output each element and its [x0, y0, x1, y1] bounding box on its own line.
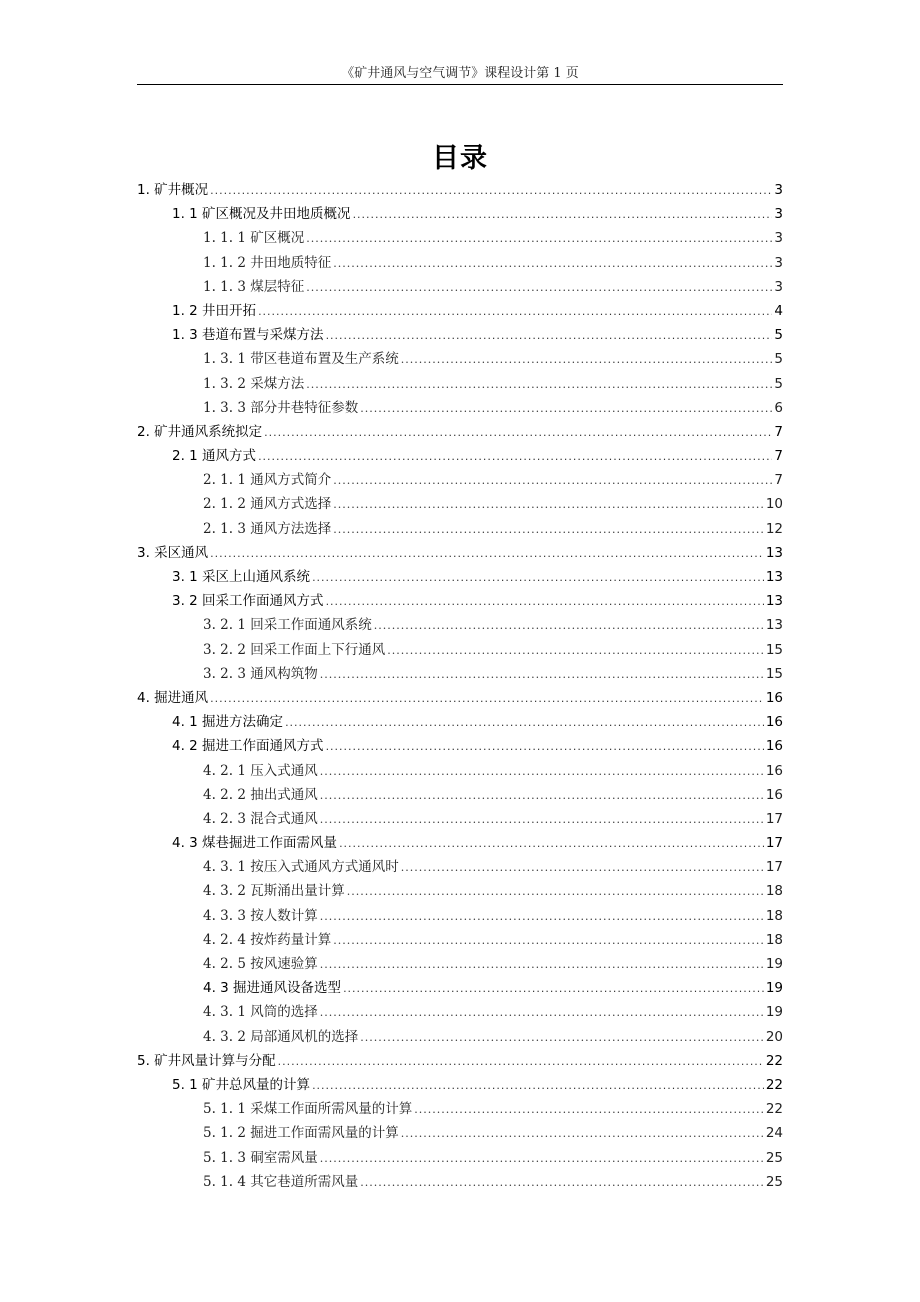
toc-entry-label: 4. 2. 5 按风速验算	[203, 956, 318, 972]
toc-entry-label: 1. 2 井田开拓	[172, 302, 257, 319]
toc-entry-label: 4. 2. 3 混合式通风	[203, 810, 318, 827]
toc-entry-label: 1. 1. 3 煤层特征	[203, 278, 305, 295]
header-divider	[137, 84, 783, 85]
toc-entry-page: 10	[765, 496, 783, 513]
toc-leader-dots	[285, 716, 764, 729]
toc-entry-page: 3	[774, 278, 783, 295]
toc-entry-page: 15	[765, 641, 783, 658]
toc-entry[interactable]	[137, 734, 783, 758]
toc-entry-page: 16	[765, 714, 783, 731]
toc-entry-page: 6	[774, 399, 783, 416]
toc-leader-dots	[312, 571, 764, 584]
toc-entry-label: 4. 3. 3 按人数计算	[203, 907, 318, 924]
toc-entry-page: 16	[765, 738, 783, 755]
toc-leader-dots	[320, 789, 764, 802]
toc-leader-dots	[258, 450, 772, 463]
toc-entry[interactable]	[137, 855, 783, 879]
toc-entry-page: 13	[765, 569, 783, 585]
toc-leader-dots	[210, 547, 764, 560]
toc-entry[interactable]	[137, 952, 783, 976]
toc-entry[interactable]	[137, 976, 783, 1000]
toc-entry[interactable]	[137, 420, 783, 444]
toc-entry-label: 1. 3. 3 部分井巷特征参数	[203, 399, 359, 416]
toc-entry-label: 4. 1 掘进方法确定	[172, 714, 284, 731]
toc-leader-dots	[326, 595, 764, 608]
toc-entry[interactable]	[137, 759, 783, 783]
toc-entry-page: 16	[765, 689, 783, 706]
toc-leader-dots	[210, 692, 764, 705]
toc-leader-dots	[258, 305, 772, 318]
toc-entry-label: 4. 3. 1 风筒的选择	[203, 1004, 318, 1021]
toc-entry[interactable]	[137, 1097, 783, 1121]
toc-entry[interactable]	[137, 1049, 783, 1073]
table-of-contents	[137, 178, 783, 1194]
toc-entry-page: 17	[765, 859, 783, 876]
toc-entry[interactable]	[137, 928, 783, 952]
toc-entry-label: 1. 3 巷道布置与采煤方法	[172, 327, 324, 344]
toc-entry-label: 1. 1 矿区概况及井田地质概况	[172, 206, 351, 223]
toc-entry-page: 25	[765, 1173, 783, 1190]
toc-entry-label: 3. 采区通风	[137, 544, 209, 561]
toc-leader-dots	[320, 1006, 764, 1019]
toc-entry-page: 3	[774, 182, 783, 198]
toc-entry-page: 3	[774, 230, 783, 247]
toc-leader-dots	[374, 619, 764, 632]
toc-entry-page: 13	[765, 617, 783, 634]
toc-leader-dots	[320, 958, 764, 971]
toc-entry-label: 5. 1. 3 硐室需风量	[203, 1149, 318, 1166]
toc-leader-dots	[210, 184, 772, 197]
toc-entry-label: 1. 1. 1 矿区概况	[203, 230, 305, 247]
toc-leader-dots	[353, 208, 773, 221]
toc-leader-dots	[347, 885, 764, 898]
toc-leader-dots	[306, 378, 772, 391]
toc-entry[interactable]	[137, 1146, 783, 1170]
toc-entry-label: 5. 矿井风量计算与分配	[137, 1052, 276, 1069]
toc-entry-label: 5. 1 矿井总风量的计算	[172, 1076, 311, 1093]
toc-entry[interactable]	[137, 710, 783, 734]
toc-entry-label: 1. 3. 1 带区巷道布置及生产系统	[203, 351, 399, 368]
toc-entry-label: 4. 3 掘进通风设备选型	[203, 980, 342, 997]
toc-leader-dots	[278, 1055, 764, 1068]
toc-entry-page: 22	[765, 1101, 783, 1118]
toc-entry[interactable]	[137, 492, 783, 516]
toc-leader-dots	[306, 232, 772, 245]
toc-entry-label: 4. 3. 2 局部通风机的选择	[203, 1028, 359, 1045]
toc-entry-label: 1. 1. 2 井田地质特征	[203, 254, 332, 271]
toc-entry[interactable]	[137, 541, 783, 565]
toc-entry-page: 13	[765, 544, 783, 561]
toc-entry-label: 2. 1. 2 通风方式选择	[203, 496, 332, 513]
toc-entry-page: 15	[765, 665, 783, 682]
page-header: 《矿井通风与空气调节》课程设计第 1 页	[341, 66, 579, 81]
toc-leader-dots	[414, 1103, 764, 1116]
toc-leader-dots	[320, 765, 764, 778]
toc-leader-dots	[333, 934, 764, 947]
toc-entry-label: 5. 1. 4 其它巷道所需风量	[203, 1173, 359, 1190]
toc-entry-label: 4. 2. 4 按炸药量计算	[203, 931, 332, 948]
toc-entry[interactable]	[137, 1000, 783, 1024]
toc-entry-label: 1. 矿井概况	[137, 182, 209, 198]
toc-entry-label: 1. 3. 2 采煤方法	[203, 375, 305, 392]
toc-entry[interactable]	[137, 347, 783, 371]
toc-leader-dots	[320, 1152, 764, 1165]
toc-leader-dots	[387, 644, 764, 657]
toc-entry-page: 18	[765, 931, 783, 948]
toc-entry[interactable]	[137, 807, 783, 831]
toc-entry[interactable]	[137, 686, 783, 710]
toc-entry-label: 4. 3. 1 按压入式通风方式通风时	[203, 859, 399, 876]
toc-entry-label: 4. 2. 1 压入式通风	[203, 762, 318, 779]
toc-leader-dots	[339, 837, 764, 850]
toc-entry-label: 3. 2. 3 通风构筑物	[203, 665, 318, 682]
toc-entry-page: 19	[765, 1004, 783, 1021]
toc-entry-page: 5	[774, 351, 783, 368]
toc-entry[interactable]	[137, 372, 783, 396]
toc-entry-page: 5	[774, 375, 783, 392]
toc-entry[interactable]	[137, 1025, 783, 1049]
toc-leader-dots	[320, 813, 764, 826]
toc-entry-label: 4. 3. 2 瓦斯涌出量计算	[203, 883, 345, 900]
toc-leader-dots	[312, 1079, 764, 1092]
toc-entry-label: 5. 1. 1 采煤工作面所需风量的计算	[203, 1101, 413, 1118]
toc-entry[interactable]	[137, 323, 783, 347]
toc-leader-dots	[333, 257, 772, 270]
toc-entry[interactable]	[137, 396, 783, 420]
toc-leader-dots	[343, 982, 764, 995]
toc-entry[interactable]	[137, 783, 783, 807]
toc-leader-dots	[360, 1031, 764, 1044]
toc-entry-label: 3. 1 采区上山通风系统	[172, 569, 311, 585]
toc-entry-page: 24	[765, 1125, 783, 1142]
toc-entry-page: 16	[765, 762, 783, 779]
toc-entry-label: 2. 矿井通风系统拟定	[137, 423, 263, 440]
toc-entry[interactable]	[137, 589, 783, 613]
toc-entry-label: 3. 2. 2 回采工作面上下行通风	[203, 641, 386, 658]
toc-entry[interactable]	[137, 1073, 783, 1097]
toc-entry-page: 7	[774, 448, 783, 465]
toc-leader-dots	[401, 1127, 764, 1140]
toc-leader-dots	[360, 1176, 764, 1189]
toc-title: 目录	[432, 143, 488, 174]
toc-entry-page: 22	[765, 1076, 783, 1093]
toc-entry-label: 2. 1. 1 通风方式简介	[203, 472, 332, 489]
toc-entry-page: 7	[774, 423, 783, 440]
toc-entry-label: 3. 2. 1 回采工作面通风系统	[203, 617, 372, 634]
toc-entry[interactable]	[137, 1170, 783, 1194]
toc-entry-page: 12	[765, 520, 783, 537]
toc-entry-page: 19	[765, 956, 783, 972]
toc-leader-dots	[306, 281, 772, 294]
toc-entry-label: 2. 1. 3 通风方法选择	[203, 520, 332, 537]
toc-entry[interactable]	[137, 202, 783, 226]
toc-entry-label: 4. 2. 2 抽出式通风	[203, 786, 318, 803]
toc-entry-page: 4	[774, 302, 783, 319]
toc-leader-dots	[333, 474, 772, 487]
toc-entry-label: 5. 1. 2 掘进工作面需风量的计算	[203, 1125, 399, 1142]
toc-entry-page: 5	[774, 327, 783, 344]
toc-entry[interactable]	[137, 517, 783, 541]
toc-entry-page: 20	[765, 1028, 783, 1045]
toc-entry-page: 7	[774, 472, 783, 489]
toc-entry[interactable]	[137, 444, 783, 468]
toc-entry[interactable]	[137, 879, 783, 903]
toc-leader-dots	[360, 402, 772, 415]
toc-entry[interactable]	[137, 251, 783, 275]
toc-entry[interactable]	[137, 275, 783, 299]
toc-entry[interactable]	[137, 226, 783, 250]
toc-leader-dots	[333, 523, 764, 536]
toc-entry[interactable]	[137, 565, 783, 589]
toc-leader-dots	[401, 861, 764, 874]
toc-entry-page: 18	[765, 907, 783, 924]
toc-entry-page: 17	[765, 835, 783, 852]
toc-entry[interactable]	[137, 178, 783, 202]
toc-entry-page: 16	[765, 786, 783, 803]
toc-entry-page: 22	[765, 1052, 783, 1069]
toc-entry-page: 3	[774, 254, 783, 271]
toc-entry[interactable]	[137, 831, 783, 855]
toc-entry-page: 17	[765, 810, 783, 827]
toc-entry[interactable]	[137, 299, 783, 323]
toc-entry[interactable]	[137, 904, 783, 928]
toc-entry-page: 3	[774, 206, 783, 223]
toc-entry-label: 4. 2 掘进工作面通风方式	[172, 738, 324, 755]
toc-entry[interactable]	[137, 638, 783, 662]
toc-leader-dots	[401, 353, 773, 366]
toc-entry-page: 18	[765, 883, 783, 900]
toc-entry-page: 13	[765, 593, 783, 610]
toc-entry[interactable]	[137, 613, 783, 637]
toc-entry-page: 25	[765, 1149, 783, 1166]
toc-entry-label: 4. 3 煤巷掘进工作面需风量	[172, 835, 338, 852]
toc-leader-dots	[264, 426, 772, 439]
toc-entry[interactable]	[137, 662, 783, 686]
toc-entry[interactable]	[137, 468, 783, 492]
toc-entry-label: 3. 2 回采工作面通风方式	[172, 593, 324, 610]
toc-leader-dots	[326, 329, 773, 342]
toc-leader-dots	[326, 740, 764, 753]
toc-leader-dots	[333, 498, 764, 511]
toc-leader-dots	[320, 910, 764, 923]
toc-leader-dots	[320, 668, 764, 681]
toc-entry[interactable]	[137, 1121, 783, 1145]
toc-entry-label: 2. 1 通风方式	[172, 448, 257, 465]
toc-entry-page: 19	[765, 980, 783, 997]
toc-entry-label: 4. 掘进通风	[137, 689, 209, 706]
